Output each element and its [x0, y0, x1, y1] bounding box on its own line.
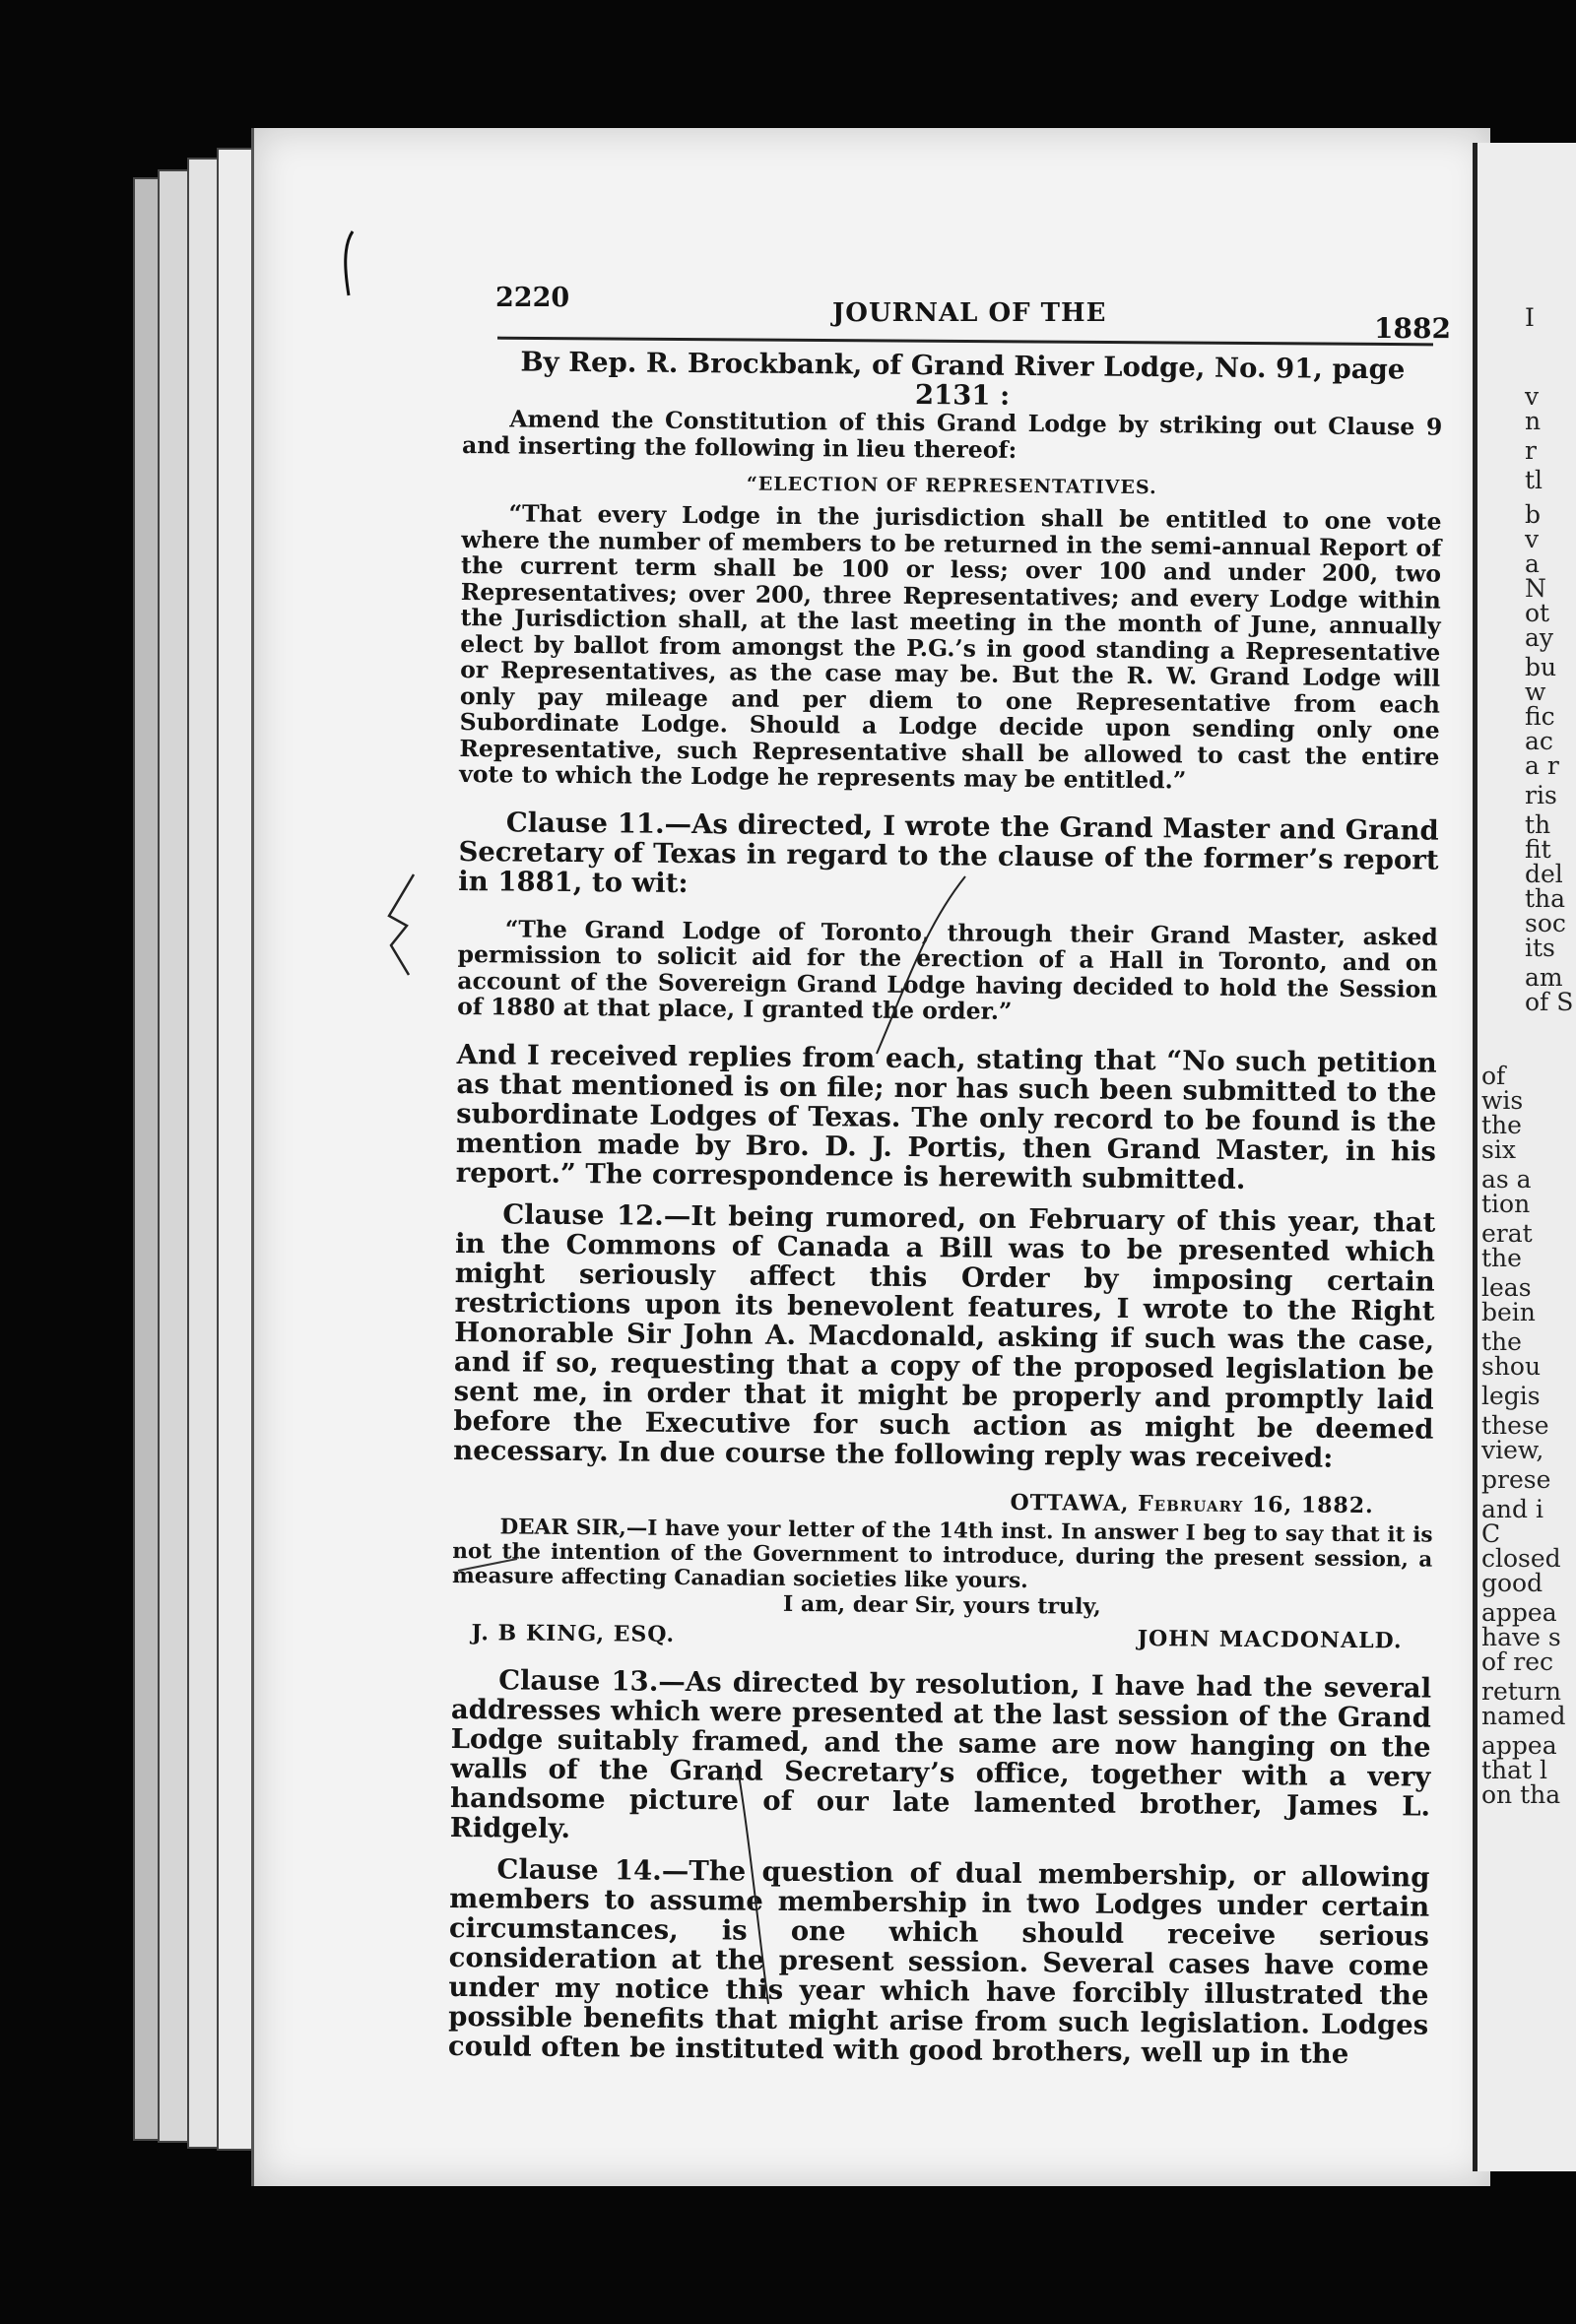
- facing-page-fragment: that l: [1481, 1756, 1548, 1784]
- facing-page-fragment: a: [1525, 549, 1540, 578]
- facing-page-fragment: good: [1481, 1569, 1543, 1597]
- facing-page-fragment: tl: [1525, 466, 1543, 494]
- facing-page-fragment: shou: [1481, 1352, 1542, 1381]
- facing-page-fragment: b: [1525, 500, 1542, 529]
- facing-page-fragment: named: [1481, 1702, 1566, 1730]
- facing-page-fragment: wis: [1481, 1086, 1524, 1115]
- facing-page-fragment: the: [1481, 1327, 1522, 1356]
- facing-page-fragment: of: [1481, 1062, 1506, 1090]
- facing-page-fragment: ot: [1525, 599, 1550, 627]
- facing-page-fragment: ay: [1525, 623, 1554, 652]
- page-number: 2220: [495, 283, 570, 313]
- facing-page-fragment: del: [1525, 860, 1563, 888]
- facing-page-fragment: of S: [1525, 988, 1574, 1016]
- facing-page-fragment: appea: [1481, 1598, 1557, 1627]
- letter-signature: JOHN MACDONALD.: [1137, 1625, 1403, 1653]
- facing-page: [1473, 143, 1576, 2171]
- letter-dateline: OTTAWA, February 16, 1882.: [1010, 1489, 1374, 1518]
- running-title: JOURNAL OF THE: [832, 298, 1107, 328]
- facing-page-fragment: erat: [1481, 1219, 1533, 1248]
- facing-page-fragment: tha: [1525, 884, 1566, 913]
- replies-paragraph: And I received replies from each, stating that “No such petition as that mentioned is on file; nor has such been submitted to the subordinate Lodges of Texas. The only record to be found is the mention made by Bro. D. J. Portis, then Grand Master, in his report.” The correspondence is herewith submitted.: [455, 1038, 1437, 1195]
- facing-page-fragment: r: [1525, 436, 1537, 465]
- clause-11: Clause 11.—As directed, I wrote the Grand Master and Grand Secretary of Texas in regard to the clause of the former’s report in 1881, to wit:: [458, 806, 1439, 899]
- facing-page-fragment: and i: [1481, 1495, 1543, 1523]
- facing-page-fragment: soc: [1525, 909, 1566, 937]
- election-text: “That every Lodge in the jurisdiction shall be entitled to one vote where the number of members to be returned in the semi-annual Report of the current term shall be 100 or less; over 100 and under 200, two Representatives; over 200, three Representatives; and every Lodge within the Jurisdiction shall, at the last meeting in the month of June, annually elect by ballot from amongst the P.G.’s in good standing a Representative or Representatives, as the case may be. But the R. W. Grand Lodge will only pay mileage and per diem to one Representative from each Subordinate Lodge. Should a Lodge decide upon sending only one Representative, such Representative shall be allowed to cast the entire vote to which the Lodge he represents may be entitled.”: [459, 499, 1442, 795]
- clause-14: Clause 14.—The question of dual membership, or allowing members to assume membership in two Lodges under certain circumstances, is one which should receive serious consideration at the present session. Several cases have come under my notice this year which have forcibly illustrated the possible benefits that might arise from such legislation. Lodges could often be instituted with good brothers, well up in the: [447, 1852, 1430, 2070]
- facing-page-fragment: bein: [1481, 1298, 1536, 1326]
- facing-page-fragment: as a: [1481, 1165, 1532, 1194]
- facing-page-fragment: ris: [1525, 781, 1557, 809]
- clause-12: Clause 12.—It being rumored, on February of this year, that in the Commons of Canada a Bill was to be presented which might seriously affect this Order by imposing certain restrictions upon its benevolent features, I wrote to the Right Honorable Sir John A. Macdonald, asking if such was the case, and if so, requesting that a copy of the proposed legislation be sent me, in order that it might be properly and promptly laid before the Executive for such action as might be deemed necessary. In due course the following reply was received:: [453, 1197, 1436, 1474]
- facing-page-fragment: fit: [1525, 835, 1551, 864]
- page-year: 1882: [1374, 312, 1451, 345]
- facing-page-fragment: legis: [1481, 1382, 1541, 1410]
- facing-page-fragment: I: [1525, 303, 1535, 332]
- facing-page-fragment: prese: [1481, 1465, 1551, 1494]
- facing-page-fragment: closed: [1481, 1544, 1561, 1573]
- facing-page-fragment: appea: [1481, 1731, 1557, 1760]
- facing-page-fragment: fic: [1525, 702, 1555, 731]
- facing-page-fragment: am: [1525, 963, 1563, 992]
- clause-13: Clause 13.—As directed by resolution, I have had the several addresses which were presented at the last session of the Grand Lodge suitably framed, and the same are now hanging on the walls of the Grand Secretary’s office, together with a very handsome picture of our late lamented brother, James L. Ridgely.: [449, 1663, 1432, 1844]
- facing-page-fragment: ac: [1525, 727, 1553, 755]
- facing-page-fragment: the: [1481, 1111, 1522, 1139]
- facing-page-fragment: v: [1525, 525, 1540, 553]
- letter-addressee: J. B KING, ESQ.: [471, 1619, 676, 1647]
- facing-page-fragment: leas: [1481, 1273, 1532, 1302]
- facing-page-fragment: n: [1525, 407, 1542, 435]
- facing-page-fragment: have s: [1481, 1623, 1561, 1651]
- page-body: [448, 347, 1443, 2069]
- facing-page-fragment: bu: [1525, 653, 1557, 681]
- letter-body: DEAR SIR,—I have your letter of the 14th inst. In answer I beg to say that it is not the intention of the Government to introduce, during the present session, a measure affecting Canadian societies like yours.: [452, 1514, 1433, 1593]
- facing-page-fragment: th: [1525, 810, 1551, 839]
- toronto-quote: “The Grand Lodge of Toronto, through their Grand Master, asked permission to solicit aid for the erection of a Hall in Toronto, and on account of the Sovereign Grand Lodge having decided to hold the Session of 1880 at that place, I granted the order.”: [457, 914, 1438, 1025]
- facing-page-fragment: view,: [1481, 1436, 1544, 1464]
- facing-page-fragment: C: [1481, 1519, 1501, 1548]
- section-title: “ELECTION OF REPRESENTATIVES.: [746, 473, 1157, 499]
- facing-page-fragment: of rec: [1481, 1647, 1553, 1676]
- facing-page-fragment: a r: [1525, 751, 1559, 780]
- facing-page-fragment: these: [1481, 1411, 1549, 1440]
- facing-page-fragment: w: [1525, 678, 1546, 706]
- motion-intro: Amend the Constitution of this Grand Lodge by striking out Clause 9 and inserting the following in lieu thereof:: [462, 405, 1443, 464]
- letter-closing: I am, dear Sir, yours truly,: [782, 1590, 1101, 1620]
- facing-page-fragment: return: [1481, 1677, 1561, 1706]
- facing-page-fragment: the: [1481, 1244, 1522, 1272]
- facing-page-fragment: N: [1525, 574, 1546, 603]
- facing-page-fragment: its: [1525, 934, 1555, 962]
- facing-page-fragment: tion: [1481, 1190, 1531, 1218]
- facing-page-fragment: six: [1481, 1135, 1516, 1164]
- motion-heading: By Rep. R. Brockbank, of Grand River Lodge, No. 91, page 2131 :: [520, 346, 1406, 412]
- facing-page-fragment: on tha: [1481, 1780, 1561, 1809]
- facing-page-fragment: v: [1525, 382, 1540, 411]
